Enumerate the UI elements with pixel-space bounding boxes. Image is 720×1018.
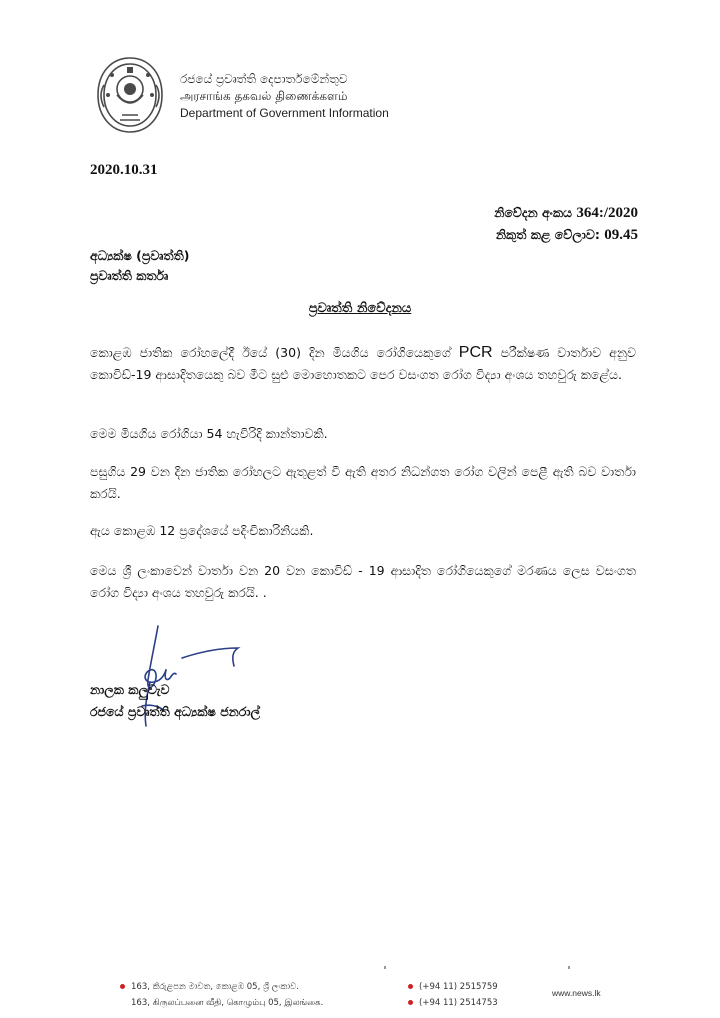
- footer-telephone: [408, 982, 498, 992]
- paragraph-1: [90, 342, 636, 386]
- telephone-number: (+94 11) 2515759: [419, 982, 498, 992]
- release-number: 364:/2020: [576, 205, 638, 221]
- bullet-icon: [120, 984, 125, 989]
- footer-website[interactable]: www.news.lk: [552, 988, 601, 998]
- heading-text: ප්‍රවෘත්ති නිවේදනය: [308, 301, 412, 316]
- footer-address-sinhala: [120, 982, 299, 992]
- issued-time-label: නිකුත් කළ වේලාව:: [495, 227, 600, 242]
- phone-bullet-icon: [408, 984, 413, 989]
- addressee-line-2: ප්‍රවෘත්ති කර්තෘ: [90, 268, 169, 283]
- signatory-title: රජයේ ප්‍රවෘත්ති අධ්‍යක්ෂ ජනරාල්: [90, 704, 261, 719]
- address-tamil-text: 163, கிருலப்பனை வீதி, கொழும்பு 05, இலங்கை.: [131, 998, 324, 1008]
- handwritten-signature: [120, 618, 250, 738]
- signatory-name: නාලක කලුවැව: [90, 682, 170, 697]
- paragraph-4: ඇය කොළඹ 12 ප්‍රදේශයේ පදිංචිකාරිනියකි.: [90, 523, 314, 538]
- paragraph-5: මෙය ශ්‍රී ලංකාවෙන් වාර්තා වන 20 වන කොවිඩ් - 19 ආසාදිත රෝගියෙකුගේ මරණය ලෙස වසංගත රෝග විද්‍යා අංශය තහවුරු කරයි. .: [90, 563, 636, 600]
- release-date: 2020.10.31: [90, 162, 158, 178]
- release-number-label: නිවේදන අංකය: [494, 205, 572, 220]
- issued-time: 09.45: [604, 227, 638, 243]
- fax-bullet-icon: [408, 1000, 413, 1005]
- org-name-sinhala: රජයේ ප්‍රවෘත්ති දෙපාර්තමේන්තුව: [180, 72, 348, 86]
- org-name-english: Department of Government Information: [180, 106, 389, 120]
- footer-address-tamil: [120, 998, 323, 1009]
- fax-number: (+94 11) 2514753: [419, 998, 498, 1008]
- paragraph-1-part-b: පරීක්ෂණ වාර්තාව අනුව කොවිඩ්-19 ආසාදිතයෙකු බව මීට සුළු මොහොතකට පෙර වසංගත රෝග විද්‍යා අංශය තහවුරු කළේය.: [90, 345, 637, 382]
- address-sinhala-text: 163, කිරුළපන මාවත, කොළඹ 05, ශ්‍රී ලංකාව.: [131, 982, 299, 992]
- release-number-line: [494, 205, 638, 222]
- paragraph-2: මෙම මියගිය රෝගියා 54 හැවිරිදි කාන්තාවකි.: [90, 426, 328, 441]
- org-name-tamil: அரசாங்க தகவல் திணைக்களம்: [180, 89, 348, 103]
- document-heading: [0, 301, 720, 316]
- paragraph-1-part-a: කොළඹ ජාතික රෝහලේදී ඊයේ (30) දින මියගිය රෝගියෙකුගේ: [90, 345, 459, 360]
- government-emblem-icon: [92, 55, 168, 135]
- pcr-text: PCR: [458, 344, 493, 361]
- issued-time-line: [496, 227, 638, 244]
- footer-fax: [408, 998, 498, 1008]
- addressee-line-1: අධ්‍යක්ෂ (ප්‍රවෘත්ති): [90, 248, 190, 263]
- paragraph-3: පසුගිය 29 වන දින ජාතික රෝහලට ඇතුළත් වී ඇති අතර නිධන්ගත රෝග වලින් පෙළී ඇති බව වාර්තා කරයි.: [90, 464, 636, 501]
